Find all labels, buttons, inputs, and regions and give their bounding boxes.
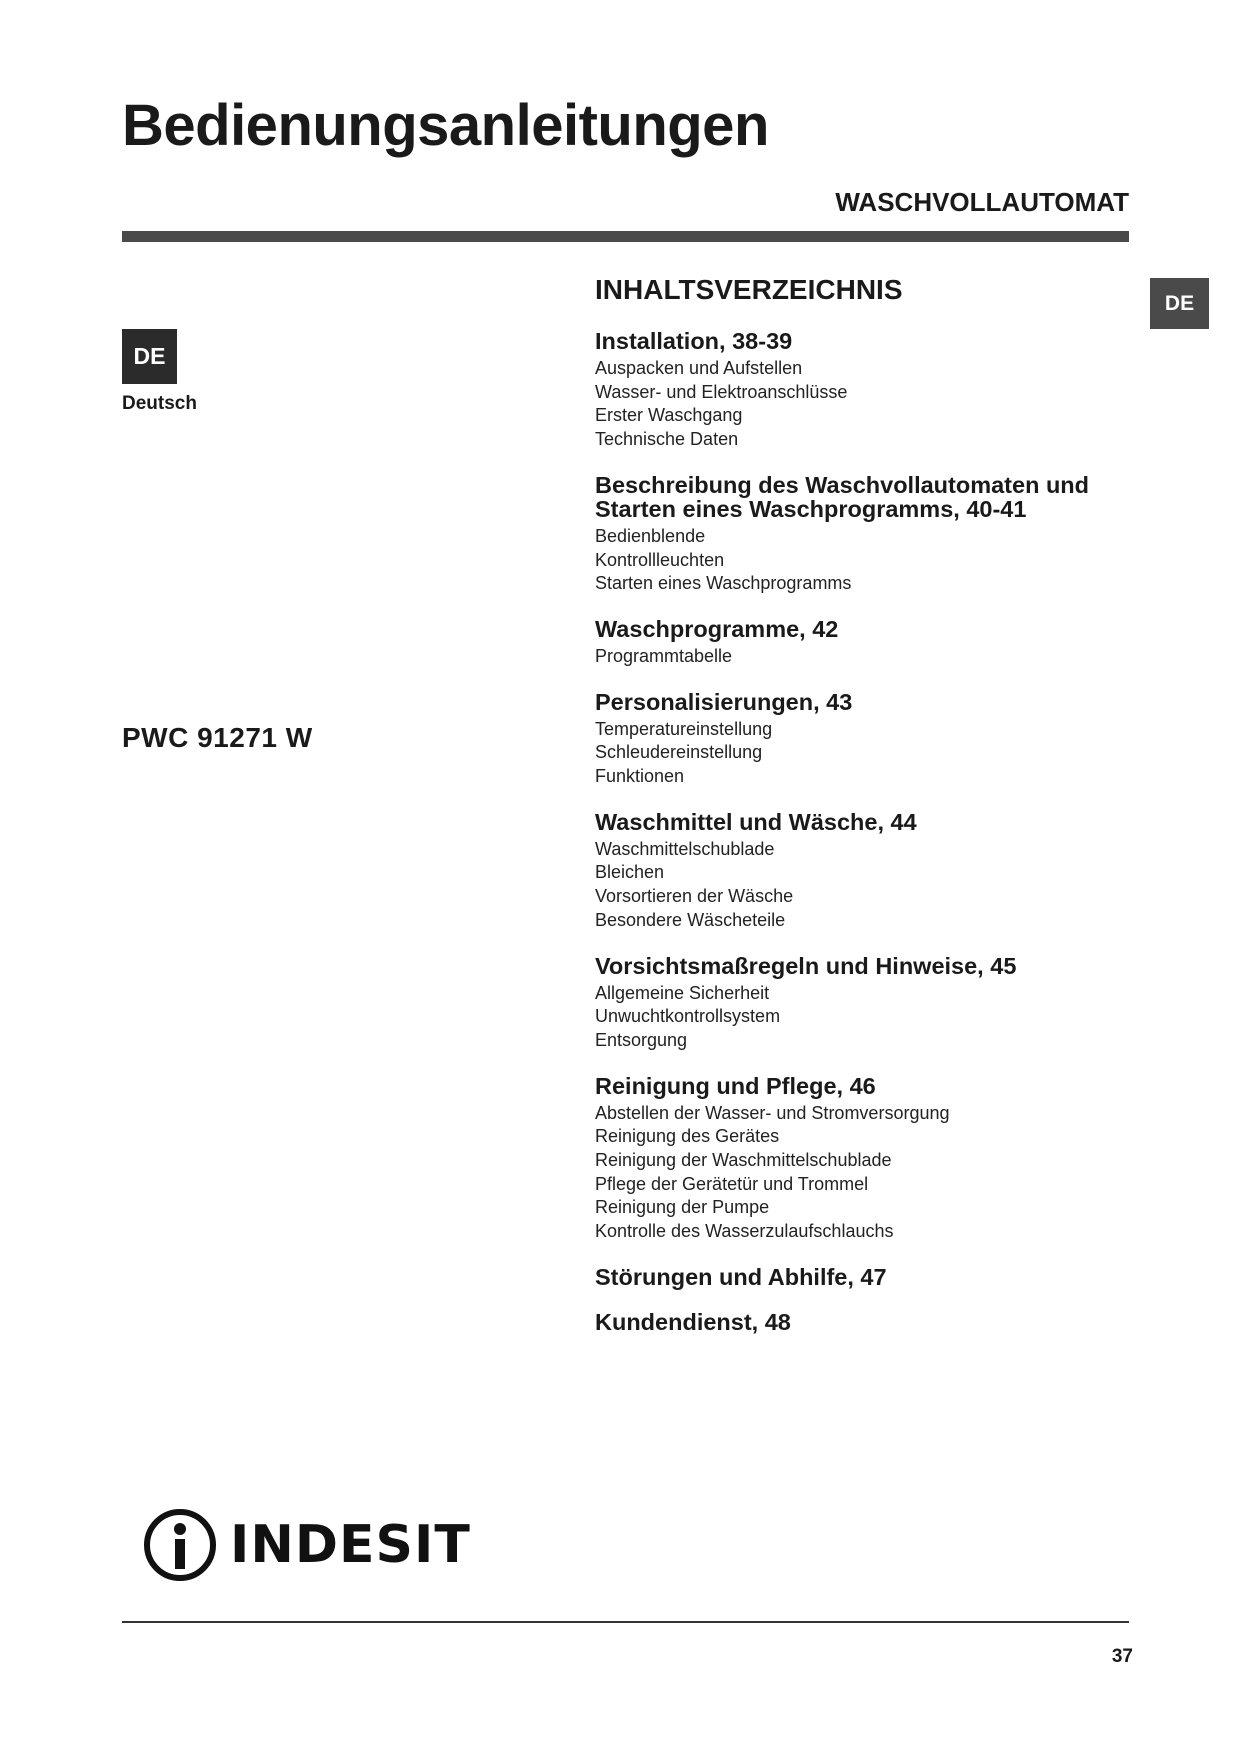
toc-section-item: Kontrollleuchten xyxy=(595,549,725,570)
toc-section-item: Erster Waschgang xyxy=(595,405,743,426)
toc-section-item: Besondere Wäscheteile xyxy=(595,909,786,930)
toc-section-item: Unwuchtkontrollsystem xyxy=(595,1006,781,1027)
toc-section xyxy=(595,690,1140,789)
model-number: PWC 91271 W xyxy=(122,722,313,753)
toc-section-title: Vorsichtsmaßregeln und Hinweise, 45 xyxy=(595,952,1017,979)
indesit-logo-icon xyxy=(142,1507,218,1583)
toc-section xyxy=(595,810,1140,933)
toc-section xyxy=(595,1265,1140,1289)
toc-section-item: Reinigung der Waschmittelschublade xyxy=(595,1150,892,1171)
product-type-heading: WASCHVOLLAUTOMAT xyxy=(835,187,1129,217)
toc-section xyxy=(595,473,1140,596)
toc-section-title: Personalisierungen, 43 xyxy=(595,688,853,715)
toc-section-item: Temperatureinstellung xyxy=(595,718,773,739)
toc-section xyxy=(595,1074,1140,1244)
toc-section-item: Starten eines Waschprogramms xyxy=(595,573,852,594)
page-number: 37 xyxy=(1111,1646,1133,1667)
language-badge: DE xyxy=(122,329,177,384)
toc-section xyxy=(595,954,1140,1053)
toc-section-item: Kontrolle des Wasserzulaufschlauchs xyxy=(595,1221,894,1242)
toc-section-item: Bleichen xyxy=(595,862,665,883)
toc-section xyxy=(595,1310,1140,1334)
toc-section-title: Waschprogramme, 42 xyxy=(595,615,839,642)
toc-section-item: Allgemeine Sicherheit xyxy=(595,982,770,1003)
language-label: Deutsch xyxy=(122,393,197,414)
footer-divider xyxy=(122,1621,1129,1623)
toc-section-title: Störungen und Abhilfe, 47 xyxy=(595,1263,887,1290)
toc-sections xyxy=(595,329,1140,1334)
toc-section-title: Installation, 38-39 xyxy=(595,328,793,354)
toc-section-title: Kundendienst, 48 xyxy=(595,1308,791,1335)
toc-section-title: Reinigung und Pflege, 46 xyxy=(595,1072,876,1099)
header-divider xyxy=(122,231,1129,242)
brand-logo xyxy=(142,1507,471,1582)
toc-section xyxy=(595,329,1140,452)
page-title: Bedienungsanleitungen xyxy=(122,93,769,158)
toc-section-item: Abstellen der Wasser- und Stromversorgung xyxy=(595,1102,950,1123)
toc-section-title: Beschreibung des Waschvollautomaten und Starten eines Waschprogramms, 40-41 xyxy=(595,471,1090,522)
toc-section-item: Waschmittelschublade xyxy=(595,838,775,859)
toc-section-item: Entsorgung xyxy=(595,1029,688,1050)
toc-section-item: Schleudereinstellung xyxy=(595,742,763,763)
toc-section-item: Technische Daten xyxy=(595,429,739,450)
toc-section-item: Reinigung des Gerätes xyxy=(595,1126,780,1147)
toc-section-item: Programmtabelle xyxy=(595,645,733,666)
toc-section-item: Pflege der Gerätetür und Trommel xyxy=(595,1173,869,1194)
toc-section xyxy=(595,617,1140,669)
toc-section-item: Auspacken und Aufstellen xyxy=(595,358,803,378)
toc-heading: INHALTSVERZEICHNIS xyxy=(595,274,903,305)
toc-section-item: Wasser- und Elektroanschlüsse xyxy=(595,381,848,402)
toc-section-item: Reinigung der Pumpe xyxy=(595,1197,770,1218)
toc-section-item: Funktionen xyxy=(595,766,685,787)
table-of-contents xyxy=(595,270,1140,1355)
brand-name: INDESIT xyxy=(230,1514,471,1575)
toc-section-item: Bedienblende xyxy=(595,525,706,546)
toc-section-item: Vorsortieren der Wäsche xyxy=(595,886,794,907)
toc-section-title: Waschmittel und Wäsche, 44 xyxy=(595,808,917,835)
language-side-tab: DE xyxy=(1150,278,1209,329)
